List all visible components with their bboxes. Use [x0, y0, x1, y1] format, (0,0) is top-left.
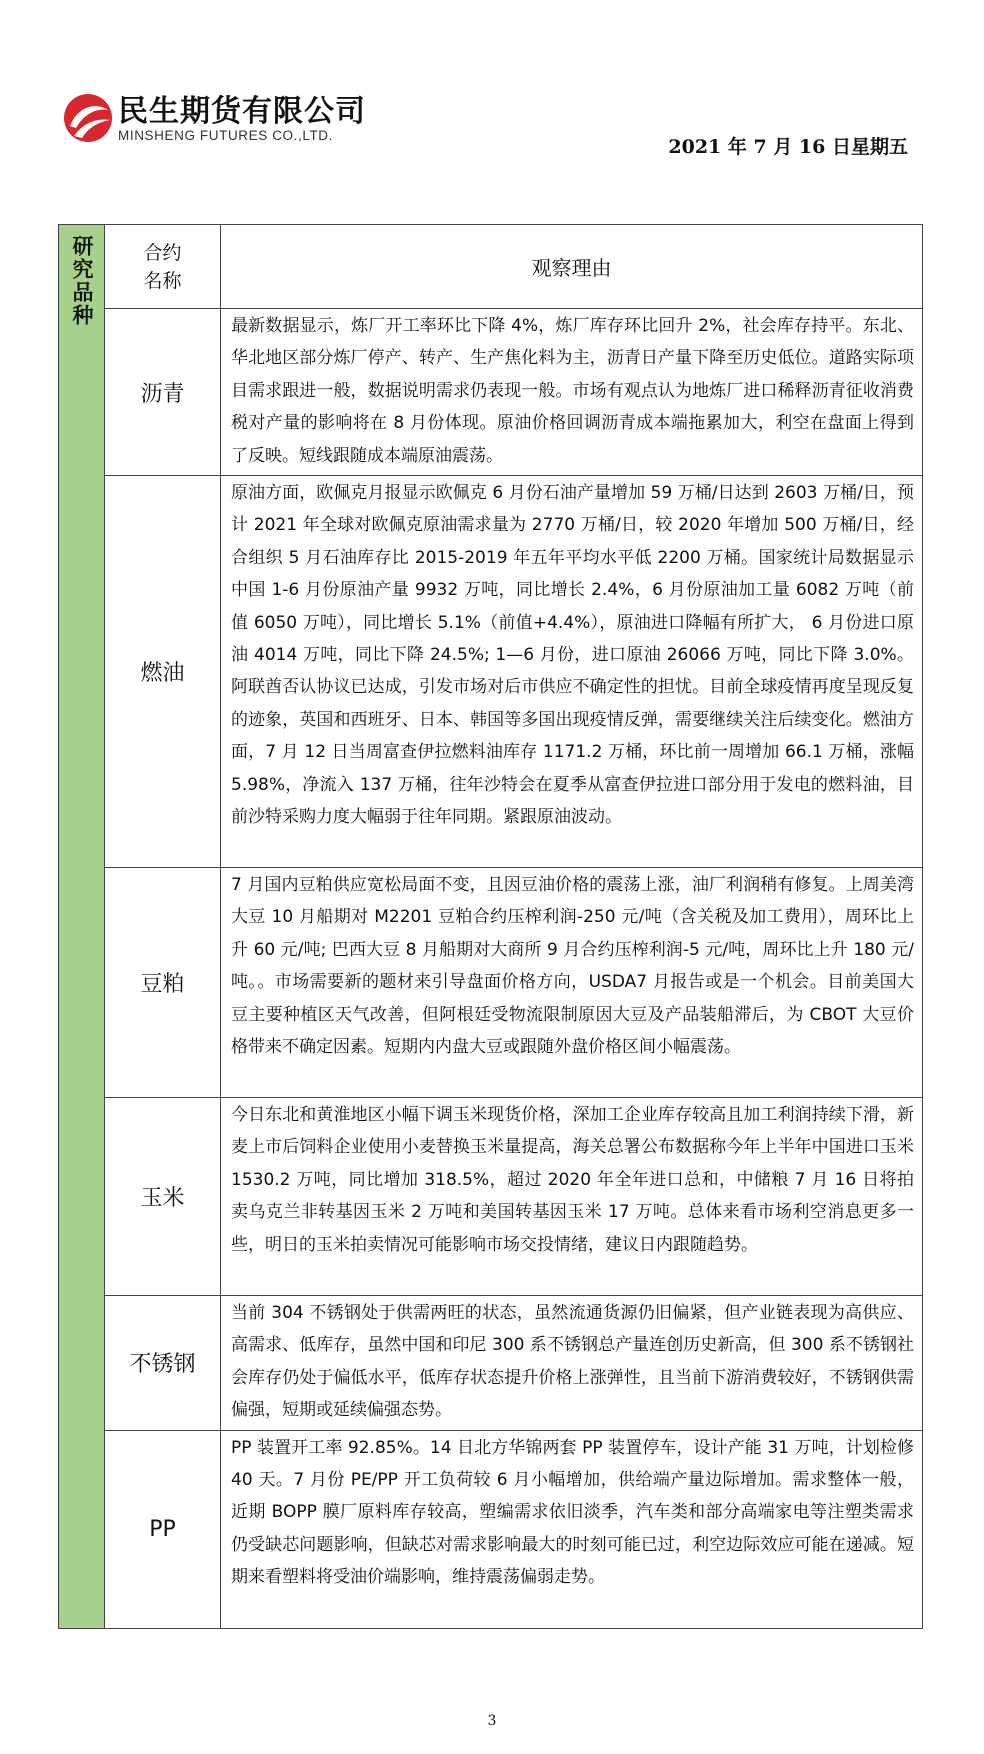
- table-row: [59, 309, 923, 476]
- row-name: 豆粕: [105, 868, 221, 1098]
- table-row: [59, 1098, 923, 1296]
- table-row: [59, 476, 923, 868]
- company-name-en: MINSHENG FUTURES CO.,LTD.: [118, 128, 334, 143]
- side-label-cell: [59, 225, 105, 1629]
- side-label: 研究品种: [70, 235, 94, 327]
- company-logo: [62, 86, 366, 156]
- row-name: 沥青: [105, 309, 221, 476]
- company-name-cn: 民生期货有限公司: [118, 94, 366, 129]
- row-name: 不锈钢: [105, 1296, 221, 1431]
- row-reason: 今日东北和黄淮地区小幅下调玉米现货价格，深加工企业库存较高且加工利润持续下滑，新麦上市后饲料企业使用小麦替换玉米量提高，海关总署公布数据称今年上半年中国进口玉米 1530.2 万吨，同比增加 318.5%，超过 2020 年全年进口总和，中储粮 7 月 16 日将拍卖乌克兰非转基因玉米 2 万吨和美国转基因玉米 17 万吨。总体来看市场利空消息更多一些，明日的玉米拍卖情况可能影响市场交投情绪，建议日内跟随趋势。: [221, 1098, 923, 1296]
- row-reason: 最新数据显示，炼厂开工率环比下降 4%，炼厂库存环比回升 2%，社会库存持平。东北、华北地区部分炼厂停产、转产、生产焦化料为主，沥青日产量下降至历史低位。道路实际项目需求跟进一般，数据说明需求仍表现一般。市场有观点认为地炼厂进口稀释沥青征收消费税对产量的影响将在 8 月份体现。原油价格回调沥青成本端拖累加大，利空在盘面上得到了反映。短线跟随成本端原油震荡。: [221, 309, 923, 476]
- row-name: 玉米: [105, 1098, 221, 1296]
- table-row: [59, 1296, 923, 1431]
- table-row: [59, 868, 923, 1098]
- table-header-row: [59, 225, 923, 309]
- row-reason: 原油方面，欧佩克月报显示欧佩克 6 月份石油产量增加 59 万桶/日达到 2603 万桶/日，预计 2021 年全球对欧佩克原油需求量为 2770 万桶/日，较 2020 年增加 500 万桶/日，经合组织 5 月石油库存比 2015-2019 年五年平均水平低 2200 万桶。国家统计局数据显示中国 1-6 月份原油产量 9932 万吨，同比增长 2.4%，6 月份原油加工量 6082 万吨（前值 6050 万吨），同比增长 5.1%（前值+4.4%），原油进口降幅有所扩大， 6 月份进口原油 4014 万吨，同比下降 24.5%; 1—6 月份，进口原油 26066 万吨，同比下降 3.0%。阿联酋否认协议已达成，引发市场对后市供应不确定性的担忧。目前全球疫情再度呈现反复的迹象，英国和西班牙、日本、韩国等多国出现疫情反弹，需要继续关注后续变化。燃油方面，7 月 12 日当周富查伊拉燃料油库存 1171.2 万桶，环比前一周增加 66.1 万桶，涨幅 5.98%，净流入 137 万桶，往年沙特会在夏季从富查伊拉进口部分用于发电的燃料油，目前沙特采购力度大幅弱于往年同期。紧跟原油波动。: [221, 476, 923, 868]
- col-header-name: [105, 225, 221, 309]
- report-date: 2021 年 7 月 16 日星期五: [668, 136, 908, 158]
- row-name: PP: [105, 1430, 221, 1628]
- page-number: 3: [487, 1713, 497, 1729]
- row-reason: 7 月国内豆粕供应宽松局面不变，且因豆油价格的震荡上涨，油厂利润稍有修复。上周美湾大豆 10 月船期对 M2201 豆粕合约压榨利润-250 元/吨（含关税及加工费用），周环比上升 60 元/吨; 巴西大豆 8 月船期对大商所 9 月合约压榨利润-5 元/吨，周环比上升 180 元/吨。。市场需要新的题材来引导盘面价格方向，USDA7 月报告或是一个机会。目前美国大豆主要种植区天气改善，但阿根廷受物流限制原因大豆及产品装船滞后，为 CBOT 大豆价格带来不确定因素。短期内内盘大豆或跟随外盘价格区间小幅震荡。: [221, 868, 923, 1098]
- col-header-reason: 观察理由: [221, 225, 923, 309]
- col-header-name-text: 合约名称: [143, 241, 182, 292]
- minsheng-swirl-logo-icon: [62, 92, 114, 144]
- research-table: [58, 224, 923, 1629]
- row-reason: PP 装置开工率 92.85%。14 日北方华锦两套 PP 装置停车，设计产能 31 万吨，计划检修 40 天。7 月份 PE/PP 开工负荷较 6 月小幅增加，供给端产量边际增加。需求整体一般，近期 BOPP 膜厂原料库存较高，塑编需求依旧淡季，汽车类和部分高端家电等注塑类需求仍受缺芯问题影响，但缺芯对需求影响最大的时刻可能已过，利空边际效应可能在递减。短期来看塑料将受油价端影响，维持震荡偏弱走势。: [221, 1430, 923, 1628]
- table-row: [59, 1430, 923, 1628]
- row-reason: 当前 304 不锈钢处于供需两旺的状态，虽然流通货源仍旧偏紧，但产业链表现为高供应、高需求、低库存，虽然中国和印尼 300 系不锈钢总产量连创历史新高，但 300 系不锈钢社会库存仍处于偏低水平，低库存状态提升价格上涨弹性，且当前下游消费较好，不锈钢供需偏强，短期或延续偏强态势。: [221, 1296, 923, 1431]
- row-name: 燃油: [105, 476, 221, 868]
